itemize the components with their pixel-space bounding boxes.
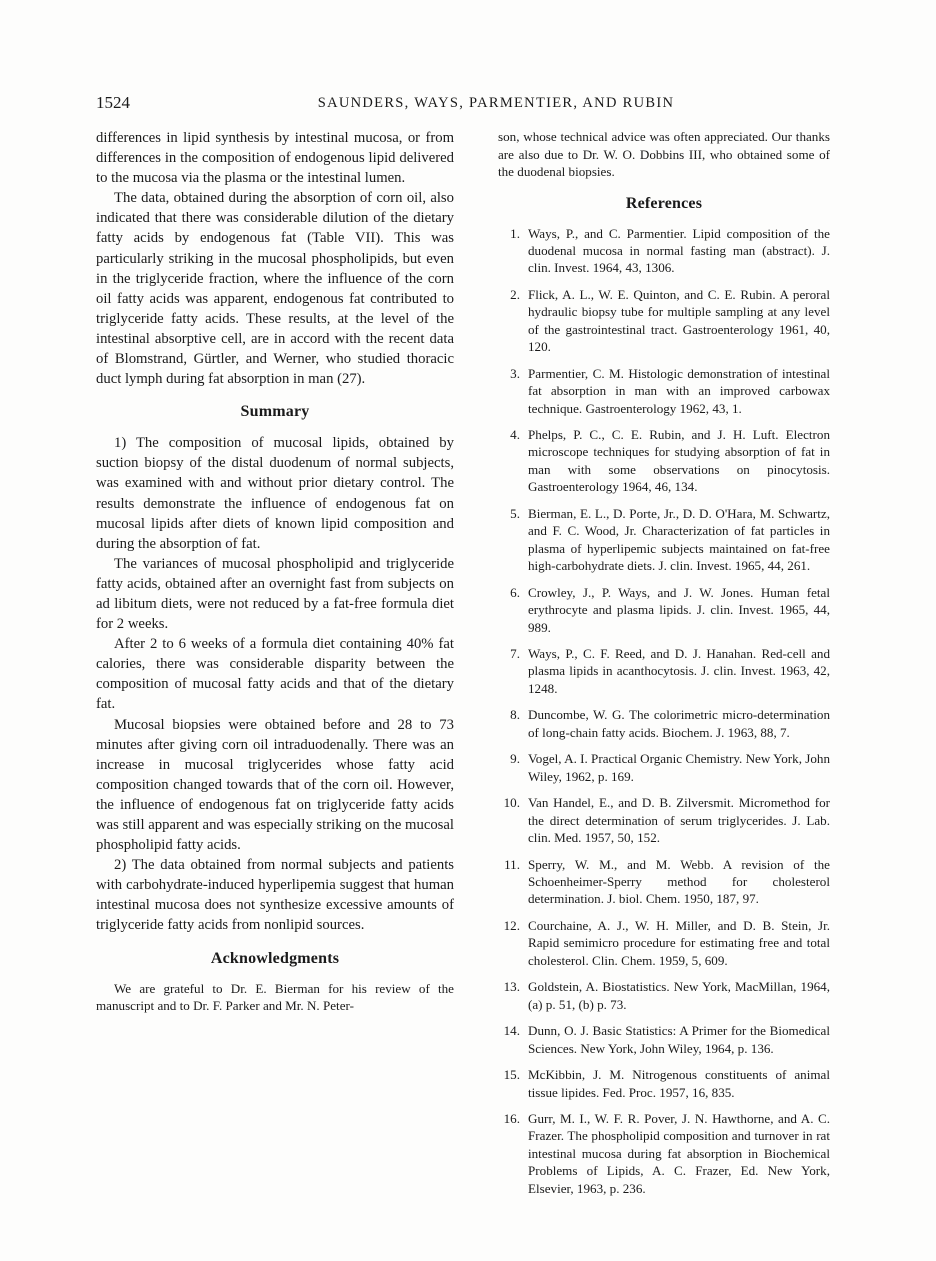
reference-text: Bierman, E. L., D. Porte, Jr., D. D. O'Hara, M. Schwartz, and F. C. Wood, Jr. Characterization of fat particles in plasma of hyperlipemic subjects maintained on fat-free high-carbohydrate diets. J. clin. Invest. 1965, 44, 261. xyxy=(528,505,830,574)
reference-number: 4. xyxy=(510,427,520,443)
reference-text: Parmentier, C. M. Histologic demonstration of intestinal fat absorption in man with an improved carbowax technique. Gastroenterology 1962, 43, 1. xyxy=(528,365,830,416)
reference-item xyxy=(498,365,830,417)
reference-item xyxy=(498,917,830,969)
reference-text: Phelps, P. C., C. E. Rubin, and J. H. Luft. Electron microscope techniques for studying absorption of fat in man with some observations on pinocytosis. Gastroenterology 1964, 46, 134. xyxy=(528,427,830,495)
summary-heading: Summary xyxy=(240,403,310,421)
reference-text: Vogel, A. I. Practical Organic Chemistry. New York, John Wiley, 1962, p. 169. xyxy=(528,751,830,784)
summary-paragraph: Mucosal biopsies were obtained before and 28 to 73 minutes after giving corn oil intraduodenally. There was an increase in mucosal triglycerides whose fatty acid composition changed towards that of the corn oil. However, the influence of endogenous fat on triglyceride fatty acids was still apparent and was especially striking on the mucosal phospholipid fatty acids. xyxy=(96,716,454,854)
reference-number: 5. xyxy=(510,505,520,521)
summary-paragraph: 2) The data obtained from normal subjects and patients with carbohydrate-induced hyperlipemia suggest that human intestinal mucosa does not synthesize excessive amounts of triglyceride fatty acids from nonlipid sources. xyxy=(96,857,454,934)
left-column xyxy=(96,128,454,1015)
reference-text: Duncombe, W. G. The colorimetric micro-determination of long-chain fatty acids. Biochem. J. 1963, 88, 7. xyxy=(528,707,830,740)
reference-item xyxy=(498,584,830,636)
reference-item xyxy=(498,505,830,575)
reference-text: Courchaine, A. J., W. H. Miller, and D. B. Stein, Jr. Rapid semimicro procedure for estimating free and total cholesterol. Clin. Chem. 1959, 5, 609. xyxy=(528,917,830,968)
reference-number: 13. xyxy=(503,979,520,995)
reference-number: 7. xyxy=(510,646,520,662)
running-head: SAUNDERS, WAYS, PARMENTIER, AND RUBIN xyxy=(317,95,675,111)
reference-text: Dunn, O. J. Basic Statistics: A Primer for the Biomedical Sciences. New York, John Wiley, 1964, p. 136. xyxy=(528,1023,830,1056)
page-number: 1524 xyxy=(96,93,130,112)
reference-item xyxy=(498,225,830,277)
body-paragraph: differences in lipid synthesis by intestinal mucosa, or from differences in the composition of endogenous lipid delivered to the mucosa via the plasma or the intestinal lumen. xyxy=(96,130,454,187)
reference-item xyxy=(498,706,830,741)
reference-text: Flick, A. L., W. E. Quinton, and C. E. Rubin. A peroral hydraulic biopsy tube for multiple sampling at any level of the gastrointestinal tract. Gastroenterology 1961, 40, 120. xyxy=(528,286,830,355)
reference-text: Van Handel, E., and D. B. Zilversmit. Micromethod for the direct determination of serum triglycerides. J. Lab. clin. Med. 1957, 50, 152. xyxy=(528,795,830,846)
reference-item xyxy=(498,978,830,1013)
reference-text: Ways, P., and C. Parmentier. Lipid composition of the duodenal mucosa in normal fasting man (abstract). J. clin. Invest. 1964, 43, 1306. xyxy=(528,225,830,276)
reference-item xyxy=(498,645,830,697)
page-header xyxy=(96,93,856,119)
reference-item xyxy=(498,1066,830,1101)
reference-item xyxy=(498,426,830,496)
right-column xyxy=(498,128,830,1206)
reference-number: 6. xyxy=(510,584,520,600)
reference-number: 2. xyxy=(510,286,520,302)
summary-paragraph: After 2 to 6 weeks of a formula diet containing 40% fat calories, there was considerable disparity between the composition of mucosal fatty acids and that of the dietary fat. xyxy=(96,636,454,713)
acknowledgments-text: We are grateful to Dr. E. Bierman for his review of the manuscript and to Dr. F. Parker and Mr. N. Peter- xyxy=(96,980,454,1014)
reference-item xyxy=(498,794,830,846)
reference-number: 16. xyxy=(503,1110,520,1126)
references-heading: References xyxy=(625,194,703,212)
reference-item xyxy=(498,750,830,785)
reference-item xyxy=(498,286,830,356)
reference-number: 12. xyxy=(503,917,520,933)
reference-number: 1. xyxy=(510,225,520,241)
reference-number: 3. xyxy=(510,365,520,381)
reference-item xyxy=(498,1022,830,1057)
reference-number: 15. xyxy=(503,1067,520,1083)
acknowledgments-continuation: son, whose technical advice was often appreciated. Our thanks are also due to Dr. W. O. Dobbins III, who obtained some of the duodenal biopsies. xyxy=(498,129,830,179)
reference-number: 9. xyxy=(510,751,520,767)
summary-paragraph: The variances of mucosal phospholipid and triglyceride fatty acids, obtained after an overnight fast from subjects on ad libitum diets, were not reduced by a fat-free formula diet for 2 weeks. xyxy=(96,555,454,633)
reference-text: Gurr, M. I., W. F. R. Pover, J. N. Hawthorne, and A. C. Frazer. The phospholipid composition and turnover in rat intestinal mucosa during fat absorption in Biochemical Problems of Lipids, A. C. Frazer, Ed. New York, Elsevier, 1963, p. 236. xyxy=(528,1110,830,1196)
acknowledgments-heading: Acknowledgments xyxy=(210,949,340,967)
reference-number: 11. xyxy=(504,856,520,872)
reference-item xyxy=(498,856,830,908)
reference-text: Sperry, W. M., and M. Webb. A revision of the Schoenheimer-Sperry method for cholesterol determination. J. biol. Chem. 1950, 187, 97. xyxy=(528,856,830,907)
reference-text: McKibbin, J. M. Nitrogenous constituents of animal tissue lipides. Fed. Proc. 1957, 16, 835. xyxy=(528,1067,830,1100)
body-paragraph: The data, obtained during the absorption of corn oil, also indicated that there was considerable dilution of the dietary fatty acids by endogenous fat (Table VII). This was particularly striking in the mucosal phospholipids, but even in the triglyceride fraction, where the influence of the corn oil fatty acids was apparent, endogenous fat contributed to triglyceride fatty acids. These results, at the level of the intestinal absorptive cell, are in accord with the recent data of Blomstrand, Gürtler, and Werner, who studied thoracic duct lymph during fat absorption in man (27). xyxy=(96,190,454,388)
reference-number: 14. xyxy=(503,1023,520,1039)
reference-list xyxy=(498,225,830,1198)
reference-item xyxy=(498,1110,830,1197)
reference-number: 8. xyxy=(510,707,520,723)
reference-number: 10. xyxy=(503,795,520,811)
reference-text: Ways, P., C. F. Reed, and D. J. Hanahan. Red-cell and plasma lipids in acanthocytosis. J. clin. Invest. 1963, 42, 1248. xyxy=(528,646,830,696)
summary-paragraph: 1) The composition of mucosal lipids, obtained by suction biopsy of the distal duodenum of normal subjects, was examined with and without prior dietary control. The results demonstrate the influence of endogenous fat on mucosal lipids after diets of known lipid composition and during the absorption of fat. xyxy=(96,435,454,552)
reference-text: Crowley, J., P. Ways, and J. W. Jones. Human fetal erythrocyte and plasma lipids. J. clin. Invest. 1965, 44, 989. xyxy=(528,584,830,635)
reference-text: Goldstein, A. Biostatistics. New York, MacMillan, 1964, (a) p. 51, (b) p. 73. xyxy=(528,979,830,1012)
